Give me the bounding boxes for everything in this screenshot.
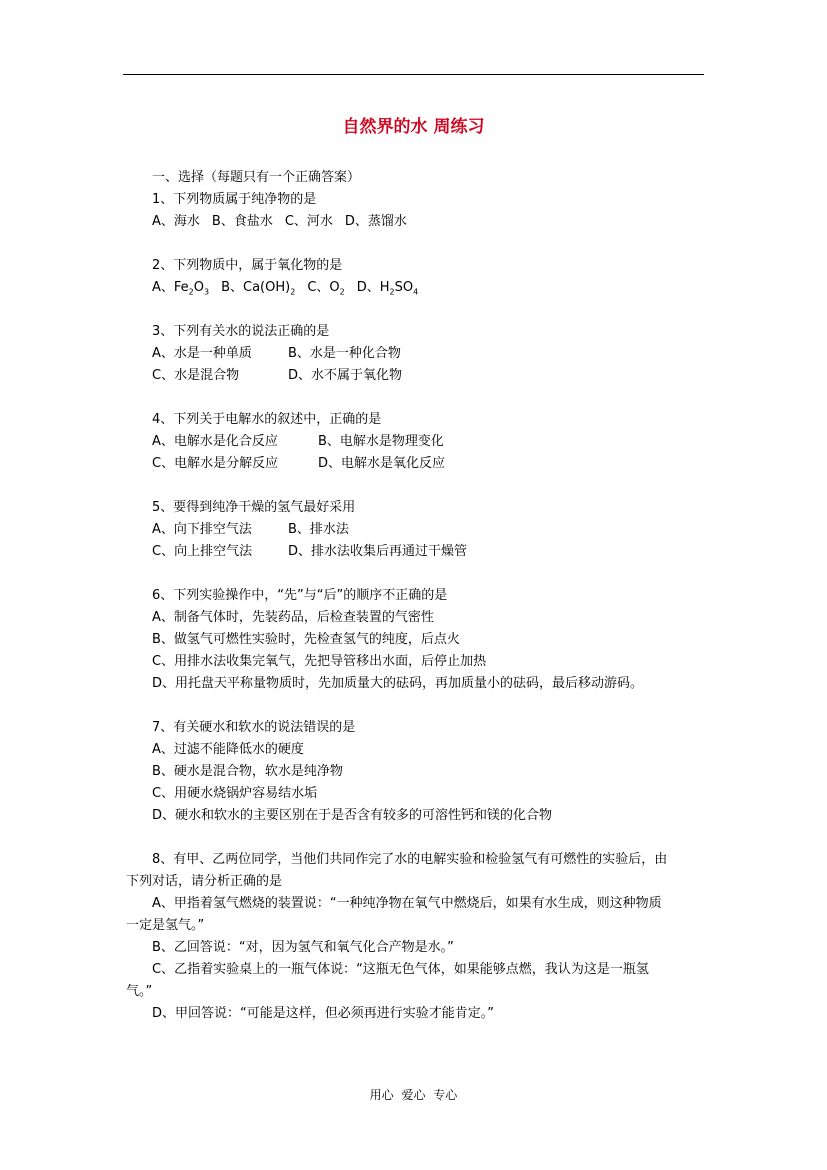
q7-option-c: C、用硬水烧锅炉容易结水垢 xyxy=(152,786,318,801)
q1-option-d: D、蒸馏水 xyxy=(344,214,407,229)
q4-option-b: B、电解水是物理变化 xyxy=(318,434,444,449)
q1-option-b: B、食盐水 xyxy=(211,214,273,229)
page-title: 自然界的水 周练习 xyxy=(342,117,485,137)
question-2-stem: 2、下列物质中，属于氧化物的是 xyxy=(152,258,343,273)
q2-option-c: C、$O_2$ xyxy=(307,280,345,297)
question-4-stem: 4、下列关于电解水的叙述中，正确的是 xyxy=(152,412,382,427)
question-3-stem: 3、下列有关水的说法正确的是 xyxy=(152,324,330,339)
q8-option-b: B、乙回答说：“对，因为氢气和氧气化合产物是水。” xyxy=(152,940,454,955)
header-rule xyxy=(123,74,704,75)
q1-option-c: C、河水 xyxy=(284,214,333,229)
question-8-stem-line-1: 8、有甲、乙两位同学，当他们共同作完了水的电解实验和检验氢气有可燃性的实验后，由 xyxy=(152,852,668,867)
q4-option-c: C、电解水是分解反应 xyxy=(152,456,279,471)
question-1-options xyxy=(152,211,712,233)
q4-option-d: D、电解水是氧化反应 xyxy=(318,456,446,471)
q6-option-b: B、做氢气可燃性实验时，先检查氢气的纯度，后点火 xyxy=(152,632,460,647)
q6-option-c: C、用排水法收集完氧气，先把导管移出水面，后停止加热 xyxy=(152,654,487,669)
q6-option-d: D、用托盘天平称量物质时，先加质量大的砝码，再加质量小的砝码，最后移动游码。 xyxy=(152,676,644,691)
question-6-stem: 6、下列实验操作中，“先”与“后”的顺序不正确的是 xyxy=(152,588,448,603)
worksheet-body xyxy=(126,167,712,1025)
question-4-row-1 xyxy=(152,431,712,453)
q2-option-a: A、$Fe_2O_3$ xyxy=(152,280,210,297)
q4-option-a: A、电解水是化合反应 xyxy=(152,434,278,449)
question-8-block xyxy=(126,849,706,1025)
q5-option-c: C、向上排空气法 xyxy=(152,544,253,559)
question-7-stem: 7、有关硬水和软水的说法错误的是 xyxy=(152,720,356,735)
q3-option-a: A、水是一种单质 xyxy=(152,346,252,361)
q8-option-a-line-2: 一定是氢气。” xyxy=(126,918,205,933)
question-1-stem: 1、下列物质属于纯净物的是 xyxy=(152,192,317,207)
question-5-stem: 5、要得到纯净干燥的氢气最好采用 xyxy=(152,500,356,515)
q3-option-d: D、水不属于氧化物 xyxy=(288,368,403,383)
q6-option-a: A、制备气体时，先装药品，后检查装置的气密性 xyxy=(152,610,434,625)
q8-option-c-line-2: 气。” xyxy=(126,984,153,999)
q5-option-a: A、向下排空气法 xyxy=(152,522,252,537)
q5-option-d: D、排水法收集后再通过干燥管 xyxy=(288,544,468,559)
question-8-stem-line-2: 下列对话，请分析正确的是 xyxy=(126,874,283,889)
q5-option-b: B、排水法 xyxy=(288,522,349,537)
question-5-row-1 xyxy=(152,519,712,541)
q2-option-d: D、$H_2SO_4$ xyxy=(356,280,419,297)
q8-option-d: D、甲回答说：“可能是这样，但必须再进行实验才能肯定。” xyxy=(152,1006,494,1021)
q2-option-b: B、$Ca(OH)_2$ xyxy=(221,280,296,297)
q3-option-c: C、水是混合物 xyxy=(152,368,240,383)
q3-option-b: B、水是一种化合物 xyxy=(288,346,401,361)
question-4-row-2 xyxy=(152,453,712,475)
question-3-row-2 xyxy=(152,365,712,387)
question-3-row-1 xyxy=(152,343,712,365)
q7-option-a: A、过滤不能降低水的硬度 xyxy=(152,742,304,757)
q1-option-a: A、海水 xyxy=(152,214,200,229)
q8-option-a-line-1: A、甲指着氢气燃烧的装置说：“一种纯净物在氧气中燃烧后，如果有水生成，则这种物质 xyxy=(152,896,662,911)
q8-option-c-line-1: C、乙指着实验桌上的一瓶气体说：“这瓶无色气体，如果能够点燃，我认为这是一瓶氢 xyxy=(152,962,649,977)
question-2-options xyxy=(152,277,712,299)
q7-option-b: B、硬水是混合物，软水是纯净物 xyxy=(152,764,343,779)
q7-option-d: D、硬水和软水的主要区别在于是否含有较多的可溶性钙和镁的化合物 xyxy=(152,808,553,823)
page-footer: 用心 爱心 专心 xyxy=(369,1088,458,1102)
section-heading: 一、选择（每题只有一个正确答案） xyxy=(152,170,361,185)
question-5-row-2 xyxy=(152,541,712,563)
